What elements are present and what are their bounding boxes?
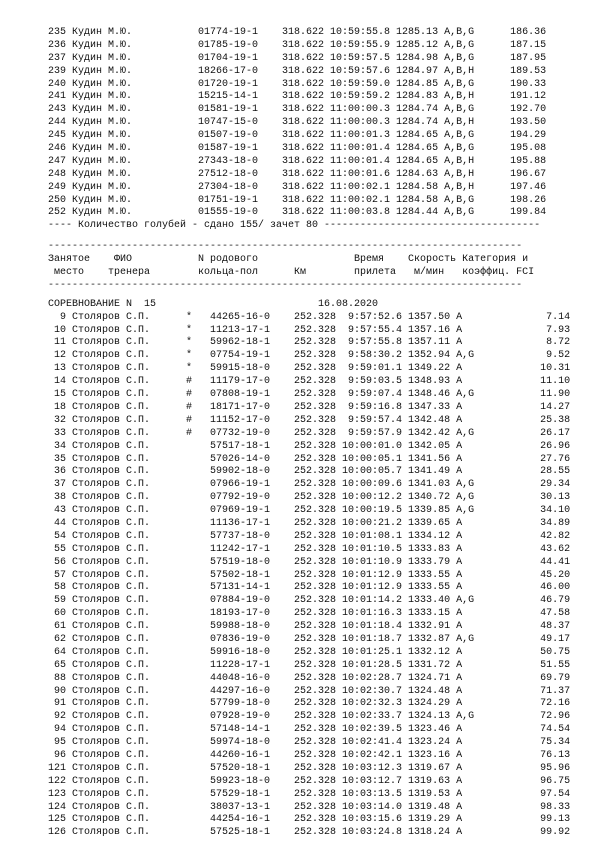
result-row: 88 Столяров С.П. 44048-16-0 252.328 10:02:28.7 1324.71 A 69.79 — [48, 672, 571, 684]
result-row: 56 Столяров С.П. 57519-18-0 252.328 10:01:10.9 1333.79 A 44.41 — [48, 556, 571, 568]
result-row: 43 Столяров С.П. 07969-19-1 252.328 10:00:19.5 1339.85 A,G 34.10 — [48, 505, 571, 517]
previous-results-list — [48, 27, 600, 220]
result-row: 15 Столяров С.П. # 07808-19-1 252.328 9:59:07.4 1348.46 A,G 11.90 — [48, 389, 571, 401]
result-row: 92 Столяров С.П. 07928-19-0 252.328 10:02:33.7 1324.13 A,G 72.96 — [48, 711, 571, 723]
result-row: 96 Столяров С.П. 44260-16-1 252.328 10:02:42.1 1323.16 A 76.13 — [48, 749, 571, 761]
result-row: 249 Кудин М.Ю. 27304-18-0 318.622 11:00:02.1 1284.58 A,B,H 197.46 — [48, 181, 547, 193]
result-row: 14 Столяров С.П. # 11179-17-0 252.328 9:59:03.5 1348.93 A 11.10 — [48, 376, 571, 388]
result-row: 235 Кудин М.Ю. 01774-19-1 318.622 10:59:55.8 1285.13 A,B,G 186.36 — [48, 27, 547, 38]
table-header-line-2: место тренера кольца-пол Км прилета м/мин коэффиц. FCI — [48, 267, 535, 279]
result-row: 236 Кудин М.Ю. 01785-19-0 318.622 10:59:55.9 1285.12 A,B,G 187.15 — [48, 39, 547, 51]
table-header-line-1: Занятое ФИО N родового Время Скорость Категория и — [48, 254, 529, 266]
result-row: 237 Кудин М.Ю. 01704-19-1 318.622 10:59:57.5 1284.98 A,B,G 187.95 — [48, 52, 547, 64]
result-row: 241 Кудин М.Ю. 15215-14-1 318.622 10:59:59.2 1284.83 A,B,H 191.12 — [48, 91, 547, 103]
result-row: 248 Кудин М.Ю. 27512-18-0 318.622 11:00:01.6 1284.63 A,B,H 196.67 — [48, 168, 547, 180]
result-row: 123 Столяров С.П. 57529-18-1 252.328 10:03:13.5 1319.53 A 97.54 — [48, 788, 571, 800]
result-row: 122 Столяров С.П. 59923-18-0 252.328 10:03:12.7 1319.63 A 96.75 — [48, 775, 571, 787]
result-row: 11 Столяров С.П. * 59962-18-1 252.328 9:57:55.8 1357.11 A 8.72 — [48, 337, 571, 349]
result-row: 126 Столяров С.П. 57525-18-1 252.328 10:03:24.8 1318.24 A 99.92 — [48, 827, 571, 839]
result-row: 239 Кудин М.Ю. 18266-17-0 318.622 10:59:57.6 1284.97 A,B,H 189.53 — [48, 65, 547, 77]
result-row: 125 Столяров С.П. 44254-16-1 252.328 10:03:15.6 1319.29 A 99.13 — [48, 814, 571, 826]
result-row: 54 Столяров С.П. 57737-18-0 252.328 10:01:08.1 1334.12 A 42.82 — [48, 530, 571, 542]
section-gap — [48, 233, 600, 241]
result-row: 35 Столяров С.П. 57026-14-0 252.328 10:00:05.1 1341.56 A 27.76 — [48, 453, 571, 465]
result-row: 32 Столяров С.П. # 11152-17-0 252.328 9:59:57.4 1342.48 A 25.38 — [48, 414, 571, 426]
result-row: 90 Столяров С.П. 44297-16-0 252.328 10:02:30.7 1324.48 A 71.37 — [48, 685, 571, 697]
result-row: 94 Столяров С.П. 57148-14-1 252.328 10:02:39.5 1323.46 A 74.54 — [48, 724, 571, 736]
result-row: 36 Столяров С.П. 59902-18-0 252.328 10:00:05.7 1341.49 A 28.55 — [48, 466, 571, 478]
result-row: 246 Кудин М.Ю. 01587-19-1 318.622 11:00:01.4 1284.65 A,B,G 195.08 — [48, 143, 547, 155]
result-row: 244 Кудин М.Ю. 10747-15-0 318.622 11:00:00.3 1284.74 A,B,H 193.50 — [48, 117, 547, 129]
results-list — [48, 312, 600, 841]
result-row: 60 Столяров С.П. 18193-17-0 252.328 10:01:16.3 1333.15 A 47.58 — [48, 608, 571, 620]
result-row: 243 Кудин М.Ю. 01581-19-1 318.622 11:00:00.3 1284.74 A,B,G 192.70 — [48, 104, 547, 116]
result-row: 55 Столяров С.П. 11242-17-1 252.328 10:01:10.5 1333.83 A 43.62 — [48, 543, 571, 555]
result-row: 121 Столяров С.П. 57520-18-1 252.328 10:03:12.3 1319.67 A 95.96 — [48, 762, 571, 774]
result-row: 18 Столяров С.П. # 18171-17-0 252.328 9:59:16.8 1347.33 A 14.27 — [48, 401, 571, 413]
result-row: 38 Столяров С.П. 07792-19-0 252.328 10:00:12.2 1340.72 A,G 30.13 — [48, 492, 571, 504]
result-row: 91 Столяров С.П. 57799-18-0 252.328 10:02:32.3 1324.29 A 72.16 — [48, 698, 571, 710]
result-row: 10 Столяров С.П. * 11213-17-1 252.328 9:57:55.4 1357.16 A 7.93 — [48, 324, 571, 336]
result-row: 59 Столяров С.П. 07884-19-0 252.328 10:01:14.2 1333.40 A,G 46.79 — [48, 595, 571, 607]
result-row: 245 Кудин М.Ю. 01507-19-0 318.622 11:00:01.3 1284.65 A,B,G 194.29 — [48, 130, 547, 142]
result-row: 34 Столяров С.П. 57517-18-1 252.328 10:00:01.0 1342.05 A 26.96 — [48, 440, 571, 452]
result-row: 62 Столяров С.П. 07836-19-0 252.328 10:01:18.7 1332.87 A,G 49.17 — [48, 633, 571, 645]
competition-title: СОРЕВНОВАНИЕ N 15 16.08.2020 — [48, 298, 379, 310]
result-row: 247 Кудин М.Ю. 27343-18-0 318.622 11:00:01.4 1284.65 A,B,H 195.88 — [48, 155, 547, 167]
result-row: 44 Столяров С.П. 11136-17-1 252.328 10:00:21.2 1339.65 A 34.89 — [48, 517, 571, 529]
result-row: 13 Столяров С.П. * 59915-18-0 252.328 9:59:01.1 1349.22 A 10.31 — [48, 363, 571, 375]
birds-count-summary: ---- Количество голубей - сдано 155/ зачет 80 ------------------------------------ — [48, 220, 541, 232]
result-row: 252 Кудин М.Ю. 01555-19-0 318.622 11:00:03.8 1284.44 A,B,G 199.84 — [48, 207, 547, 219]
header-divider-top: ------------------------------------------------------------------------------- — [48, 241, 523, 253]
result-row: 64 Столяров С.П. 59916-18-0 252.328 10:01:25.1 1332.12 A 50.75 — [48, 646, 571, 658]
result-row: 250 Кудин М.Ю. 01751-19-1 318.622 11:00:02.1 1284.58 A,B,G 198.26 — [48, 194, 547, 206]
header-divider-bottom: ------------------------------------------------------------------------------- — [48, 279, 523, 291]
result-row: 57 Столяров С.П. 57502-18-1 252.328 10:01:12.9 1333.55 A 45.20 — [48, 569, 571, 581]
result-row: 9 Столяров С.П. * 44265-16-0 252.328 9:57:52.6 1357.50 A 7.14 — [48, 311, 571, 323]
result-row: 58 Столяров С.П. 57131-14-1 252.328 10:01:12.9 1333.55 A 46.00 — [48, 582, 571, 594]
result-row: 124 Столяров С.П. 38037-13-1 252.328 10:03:14.0 1319.48 A 98.33 — [48, 801, 571, 813]
result-row: 33 Столяров С.П. # 07732-19-0 252.328 9:59:57.9 1342.42 A,G 26.17 — [48, 427, 571, 439]
result-row: 37 Столяров С.П. 07966-19-1 252.328 10:00:09.6 1341.03 A,G 29.34 — [48, 479, 571, 491]
result-row: 12 Столяров С.П. * 07754-19-1 252.328 9:58:30.2 1352.94 A,G 9.52 — [48, 350, 571, 362]
result-row: 61 Столяров С.П. 59988-18-0 252.328 10:01:18.4 1332.91 A 48.37 — [48, 621, 571, 633]
result-row: 95 Столяров С.П. 59974-18-0 252.328 10:02:41.4 1323.24 A 75.34 — [48, 737, 571, 749]
result-row: 240 Кудин М.Ю. 01720-19-1 318.622 10:59:59.0 1284.85 A,B,G 190.33 — [48, 78, 547, 90]
result-row: 65 Столяров С.П. 11228-17-1 252.328 10:01:28.5 1331.72 A 51.55 — [48, 659, 571, 671]
